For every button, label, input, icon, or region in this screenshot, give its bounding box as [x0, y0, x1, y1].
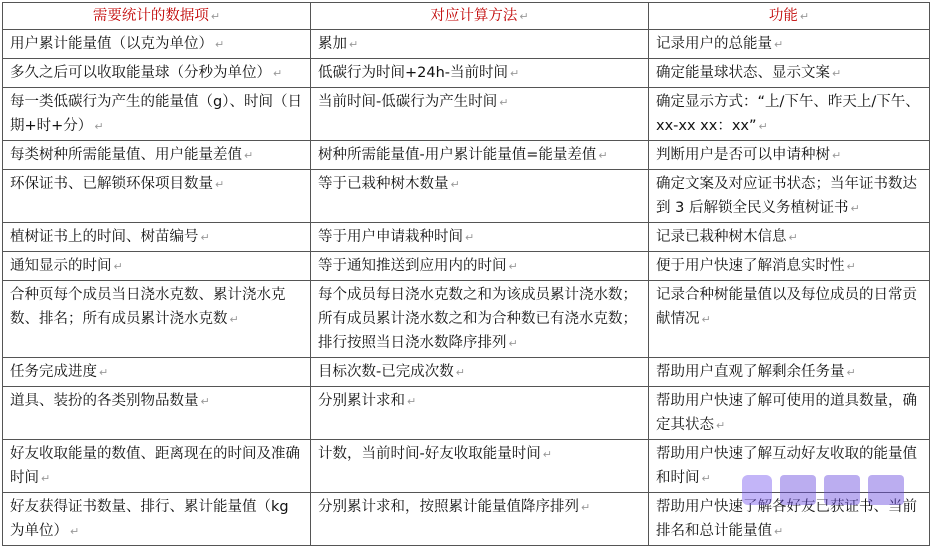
- table-row: [3, 358, 930, 387]
- data-item-cell: 多久之后可以收取能量球（分秒为单位） ↵: [3, 59, 311, 88]
- function-cell: 帮助用户直观了解剩余任务量 ↵: [649, 358, 930, 387]
- method-cell: 等于通知推送到应用内的时间 ↵: [311, 252, 649, 281]
- data-item-cell: 用户累计能量值（以克为单位） ↵: [3, 30, 311, 59]
- function-cell: 记录用户的总能量 ↵: [649, 30, 930, 59]
- method-cell: 当前时间-低碳行为产生时间 ↵: [311, 88, 649, 141]
- function-cell: 便于用户快速了解消息实时性 ↵: [649, 252, 930, 281]
- data-item-cell: 任务完成进度 ↵: [3, 358, 311, 387]
- data-item-cell: 通知显示的时间 ↵: [3, 252, 311, 281]
- table-row: [3, 281, 930, 358]
- function-cell: 记录合种树能量值以及每位成员的日常贡献情况 ↵: [649, 281, 930, 358]
- method-cell: 低碳行为时间+24h-当前时间 ↵: [311, 59, 649, 88]
- data-item-cell: 合种页每个成员当日浇水克数、累计浇水克数、排名；所有成员累计浇水克数 ↵: [3, 281, 311, 358]
- header-function: 功能 ↵: [649, 3, 930, 30]
- table-row: [3, 440, 930, 493]
- header-method: 对应计算方法 ↵: [311, 3, 649, 30]
- function-cell: 帮助用户快速了解可使用的道具数量，确定其状态 ↵: [649, 387, 930, 440]
- header-row: [3, 3, 930, 30]
- data-item-cell: 好友收取能量的数值、距离现在的时间及准确时间 ↵: [3, 440, 311, 493]
- table-row: [3, 223, 930, 252]
- table-row: [3, 252, 930, 281]
- table-row: [3, 30, 930, 59]
- data-item-cell: 植树证书上的时间、树苗编号 ↵: [3, 223, 311, 252]
- header-data-item: 需要统计的数据项 ↵: [3, 3, 311, 30]
- data-item-cell: 每一类低碳行为产生的能量值（g）、时间（日期+时+分） ↵: [3, 88, 311, 141]
- table-row: [3, 59, 930, 88]
- method-cell: 每个成员每日浇水克数之和为该成员累计浇水数；所有成员累计浇水数之和为合种数已有浇水克数；排行按照当日浇水数降序排列 ↵: [311, 281, 649, 358]
- method-cell: 等于用户申请栽种时间 ↵: [311, 223, 649, 252]
- data-item-cell: 道具、装扮的各类别物品数量 ↵: [3, 387, 311, 440]
- method-cell: 累加 ↵: [311, 30, 649, 59]
- method-cell: 计数，当前时间-好友收取能量时间 ↵: [311, 440, 649, 493]
- table-row: [3, 387, 930, 440]
- function-cell: 确定显示方式：“上/下午、昨天上/下午、xx-xx xx：xx” ↵: [649, 88, 930, 141]
- function-cell: 确定文案及对应证书状态；当年证书数达到 3 后解锁全民义务植树证书 ↵: [649, 170, 930, 223]
- method-cell: 分别累计求和，按照累计能量值降序排列 ↵: [311, 493, 649, 546]
- method-cell: 目标次数-已完成次数 ↵: [311, 358, 649, 387]
- data-item-cell: 每类树种所需能量值、用户能量差值 ↵: [3, 141, 311, 170]
- data-item-cell: 环保证书、已解锁环保项目数量 ↵: [3, 170, 311, 223]
- function-cell: 确定能量球状态、显示文案 ↵: [649, 59, 930, 88]
- table-row: [3, 170, 930, 223]
- function-cell: 帮助用户快速了解各好友已获证书、当前排名和总计能量值 ↵: [649, 493, 930, 546]
- method-cell: 分别累计求和 ↵: [311, 387, 649, 440]
- function-cell: 帮助用户快速了解互动好友收取的能量值和时间 ↵: [649, 440, 930, 493]
- function-cell: 记录已栽种树木信息 ↵: [649, 223, 930, 252]
- method-cell: 树种所需能量值-用户累计能量值=能量差值 ↵: [311, 141, 649, 170]
- data-item-cell: 好友获得证书数量、排行、累计能量值（kg 为单位） ↵: [3, 493, 311, 546]
- table-row: [3, 493, 930, 546]
- function-cell: 判断用户是否可以申请种树 ↵: [649, 141, 930, 170]
- table-row: [3, 141, 930, 170]
- table-row: [3, 88, 930, 141]
- method-cell: 等于已栽种树木数量 ↵: [311, 170, 649, 223]
- stats-table: [2, 2, 930, 546]
